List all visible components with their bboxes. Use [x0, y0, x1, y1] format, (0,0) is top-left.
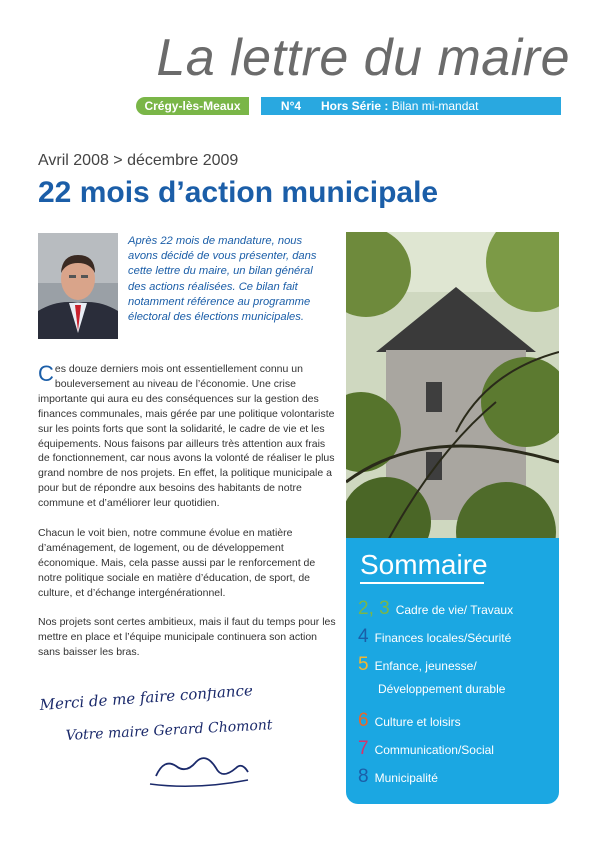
church-photo-image — [346, 232, 559, 544]
church-photo — [346, 232, 559, 544]
intro-text: Après 22 mois de mandature, nous avons décidé de vous présenter, dans cette lettre du maire, un bilan général des actions réalisées. Ce bilan fait notamment référence au programme électoral des élections municipales. — [128, 235, 317, 324]
sommaire-page-number: 2, 3 — [358, 598, 390, 619]
issue-ribbon — [261, 97, 561, 115]
sommaire-divider — [360, 582, 484, 584]
series-subtitle: Bilan mi-mandat — [391, 99, 479, 113]
editorial-body — [38, 362, 336, 675]
sommaire-item — [358, 710, 461, 732]
sommaire-item — [358, 626, 511, 648]
sommaire-item-label: Cadre de vie/ Travaux — [395, 603, 514, 617]
dropcap: C — [38, 361, 54, 386]
sommaire-item-label: Finances locales/Sécurité — [374, 631, 512, 645]
svg-text:Votre maire Gerard Chomont: Votre maire Gerard Chomont — [65, 717, 273, 744]
sommaire-item — [358, 598, 513, 620]
mayor-portrait — [38, 233, 118, 339]
issue-number: N°4 — [280, 99, 302, 113]
sommaire-page-number: 6 — [358, 710, 369, 731]
sommaire-panel — [346, 538, 559, 804]
signature-image — [36, 688, 296, 798]
sommaire-page-number: 8 — [358, 766, 369, 787]
sommaire-item — [358, 654, 477, 676]
portrait-image — [38, 233, 118, 339]
sommaire-page-number: 7 — [358, 738, 369, 759]
sommaire-item-label: Communication/Social — [374, 743, 494, 757]
sommaire-item-label: Municipalité — [374, 771, 438, 785]
sommaire-page-number: 4 — [358, 626, 369, 647]
series-label: Hors Série : — [321, 99, 389, 113]
sommaire-item-label: Enfance, jeunesse/ — [374, 659, 477, 673]
paragraph-2: Chacun le voit bien, notre commune évolue en matière d’aménagement, de logement, ou de développement économique. Mais, cela passe aussi par le renforcement de notre politique sociale en matière d’éducation, de sport, de culture, et d’échange intergénérationnel. — [38, 526, 316, 599]
commune-ribbon: Crégy-lès-Meaux — [136, 97, 249, 115]
sommaire-item — [358, 766, 438, 788]
sommaire-title: Sommaire — [360, 549, 488, 580]
paragraph-1-text: es douze derniers mois ont essentiellement connu un bouleversement au niveau de l’économie. Une crise importante qui aura eu des conséquences sur la gestion des finances communales, mais gérée par une politique volontariste sur les points forts que sont la solidarité, le cadre de vie et les équipements. Nous faisons par ailleurs très attention aux frais de fonctionnement, car nous avons la volonté de réaliser le plus grand nombre de nos projets. En effet, la politique municipale a pour but de répondre aux besoins des habitants de notre commune et d’améliorer leur quotidien. — [38, 363, 335, 510]
sommaire-item — [378, 682, 505, 696]
page-headline: 22 mois d’action municipale — [38, 176, 439, 209]
masthead-title: La lettre du maire — [156, 29, 570, 87]
paragraph-3: Nos projets sont certes ambitieux, mais il faut du temps pour les mettre en place et l’équipe municipale continuera son action sans baisser les bras. — [38, 616, 336, 659]
sommaire-page-number: 5 — [358, 654, 369, 675]
paragraph-1 — [38, 362, 336, 511]
sommaire-item-label: Culture et loisirs — [374, 715, 461, 729]
mayor-signature — [36, 688, 296, 798]
svg-text:Merci de me faire confiance: Merci de me faire confiance — [39, 688, 254, 714]
period-label: Avril 2008 > décembre 2009 — [38, 152, 239, 169]
sommaire-item — [358, 738, 494, 760]
sommaire-item-label: Développement durable — [378, 682, 506, 696]
